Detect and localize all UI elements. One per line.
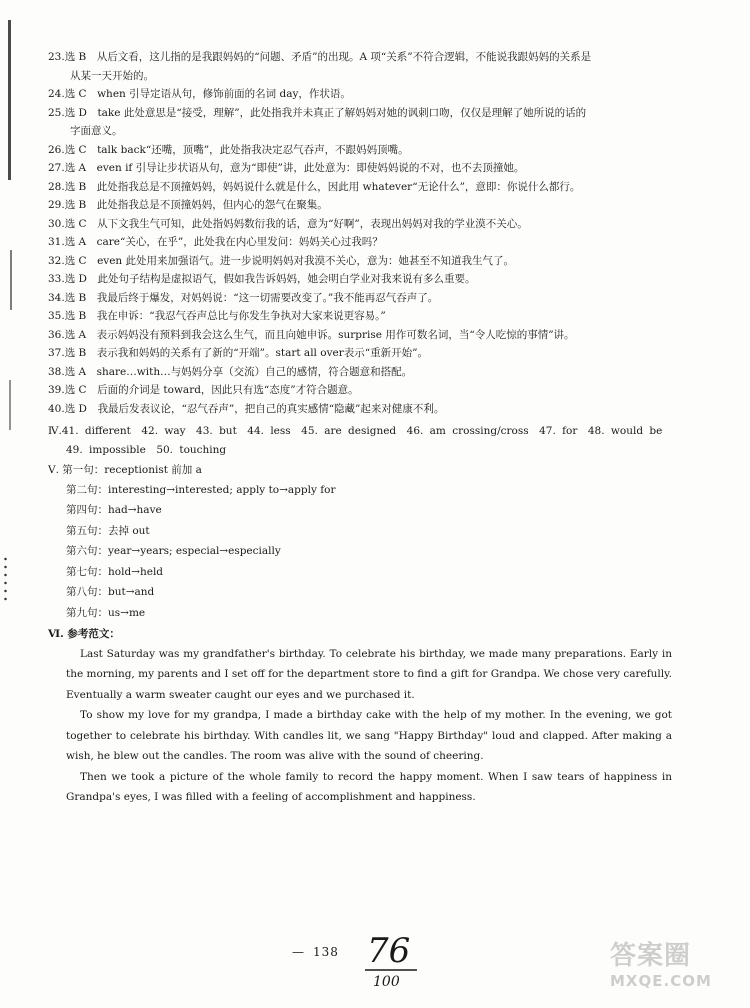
answer-line: 31.选 A care“关心，在乎”，此处我在内心里发问：妈妈关心过我吗？ [48, 236, 383, 248]
correction-item: 第六句：year→years; especial→especially [66, 545, 281, 557]
site-watermark [610, 935, 745, 1005]
page-content [48, 48, 728, 808]
essay-paragraph: Last Saturday was my grandfather's birthday. To celebrate his birthday, we made many preparations. Early in the morning, my parents and I set off for the department store to find a gift for Grandpa. We chose very carefully. Eventually a warm sweater caught our eyes and we purchased it. [66, 647, 672, 701]
section-6-model-essay [48, 625, 728, 808]
essay-paragraph: Then we took a picture of the whole family to record the happy moment. When I saw tears of happiness in Grandpa's eyes, I was filled with a feeling of accomplishment and happiness. [66, 770, 672, 803]
answer-line: 27.选 A even if 引导让步状语从句，意为“即使”讲，此处意为：即使妈妈说的不对，也不去顶撞她。 [48, 162, 525, 174]
page-number [292, 945, 339, 959]
answer-line: 23.选 B 从后文看，这儿指的是我跟妈妈的“问题、矛盾”的出现。A 项“关系”不符合逻辑，不能说我跟妈妈的关系是 [48, 51, 592, 63]
essay-paragraph: To show my love for my grandpa, I made a birthday cake with the help of my mother. In the evening, we got together to celebrate his birthday. With candles lit, we sang "Happy Birthday" loud and clapped. After making a wish, he blew out the candles. The room was alive with the sound of cheering. [66, 709, 672, 762]
answer-line-continuation: 字面意义。 [70, 125, 123, 137]
watermark-logo-text: 答案圈 [610, 941, 692, 971]
answer-line: 33.选 D 此处句子结构是虚拟语气，假如我告诉妈妈，她会明白学业对我来说有多么重要。 [48, 273, 476, 285]
answer-line: 39.选 C 后面的介词是 toward，因此只有选“态度”才符合题意。 [48, 384, 359, 396]
answer-line: 29.选 B 此处指我总是不顶撞妈妈，但内心的怨气在聚集。 [48, 199, 328, 211]
answer-line: 30.选 C 从下文我生气可知，此处指妈妈数衍我的话，意为“好啊”，表现出妈妈对我的学业漠不关心。 [48, 217, 528, 230]
correction-item: 第九句：us→me [66, 606, 146, 619]
correction-item: 第四句：had→have [66, 504, 162, 516]
watermark-url: MXQE.COM [610, 972, 712, 990]
page-number-value: 138 [313, 945, 339, 959]
score-value: 76 [367, 931, 411, 971]
answer-line: 35.选 B 我在申诉：“我忍气吞声总比与你发生争执对大家来说更容易。” [48, 310, 386, 322]
score-total: 100 [373, 974, 400, 990]
answer-line: 40.选 D 我最后发表议论，“忍气吞声”，把自己的真实感情“隐藏”起来对健康不利。 [48, 402, 445, 415]
answer-line: 28.选 B 此处指我总是不顶撞妈妈，妈妈说什么就是什么，因此用 whatever“无论什么”，意即：你说什么都行。 [48, 180, 581, 193]
handwritten-score [355, 928, 435, 990]
scan-edge-mark [8, 20, 11, 180]
answer-explanations [48, 48, 728, 418]
section-4-line: 49. impossible 50. touching [66, 443, 227, 456]
page-number-dash: — [292, 945, 305, 959]
answer-line-continuation: 从某一天开始的。 [70, 69, 154, 82]
answer-line: 34.选 B 我最后终于爆发，对妈妈说：“这一切需要改变了。”我不能再忍气吞声了。 [48, 291, 439, 304]
section-4-answers [48, 422, 728, 459]
binding-dots [4, 555, 7, 605]
answer-line: 38.选 A share…with…与妈妈分享（交流）自己的感情，符合题意和搭配。 [48, 365, 413, 378]
answer-line: 24.选 C when 引导定语从句，修饰前面的名词 day，作状语。 [48, 88, 351, 100]
correction-item: 第五句：去掉 out [66, 524, 150, 537]
section-6-heading: Ⅵ. 参考范文： [48, 628, 120, 640]
correction-item: 第二句：interesting→interested; apply to→apply for [66, 483, 336, 496]
section-4-line: Ⅳ.41. different 42. way 43. but 44. less 45. are designed 46. am crossing/cross 47. for 48. would be [48, 425, 663, 437]
answer-line: 32.选 C even 此处用来加强语气。进一步说明妈妈对我漠不关心，意为：她甚至不知道我生气了。 [48, 254, 515, 267]
correction-list [48, 480, 728, 624]
answer-line: 25.选 D take 此处意思是“接受，理解”，此处指我并未真正了解妈妈对她的讽刺口吻，仅仅是理解了她所说的话的 [48, 106, 587, 119]
section-5-heading: Ⅴ. 第一句：receptionist 前加 a [48, 464, 202, 476]
answer-line: 37.选 B 表示我和妈妈的关系有了新的“开端”。start all over表示“重新开始”。 [48, 347, 428, 359]
answer-line: 36.选 A 表示妈妈没有预料到我会这么生气，而且向她申诉。surprise 用作可数名词，当“令人吃惊的事情”讲。 [48, 328, 575, 341]
section-5-corrections [48, 461, 728, 623]
scan-edge-mark [9, 380, 11, 430]
scan-edge-mark [10, 250, 12, 310]
answer-line: 26.选 C talk back“还嘴，顶嘴”，此处指我决定忍气吞声，不跟妈妈顶嘴。 [48, 143, 409, 156]
correction-item: 第七句：hold→held [66, 565, 164, 578]
essay-body [48, 644, 672, 808]
correction-item: 第八句：but→and [66, 586, 155, 598]
